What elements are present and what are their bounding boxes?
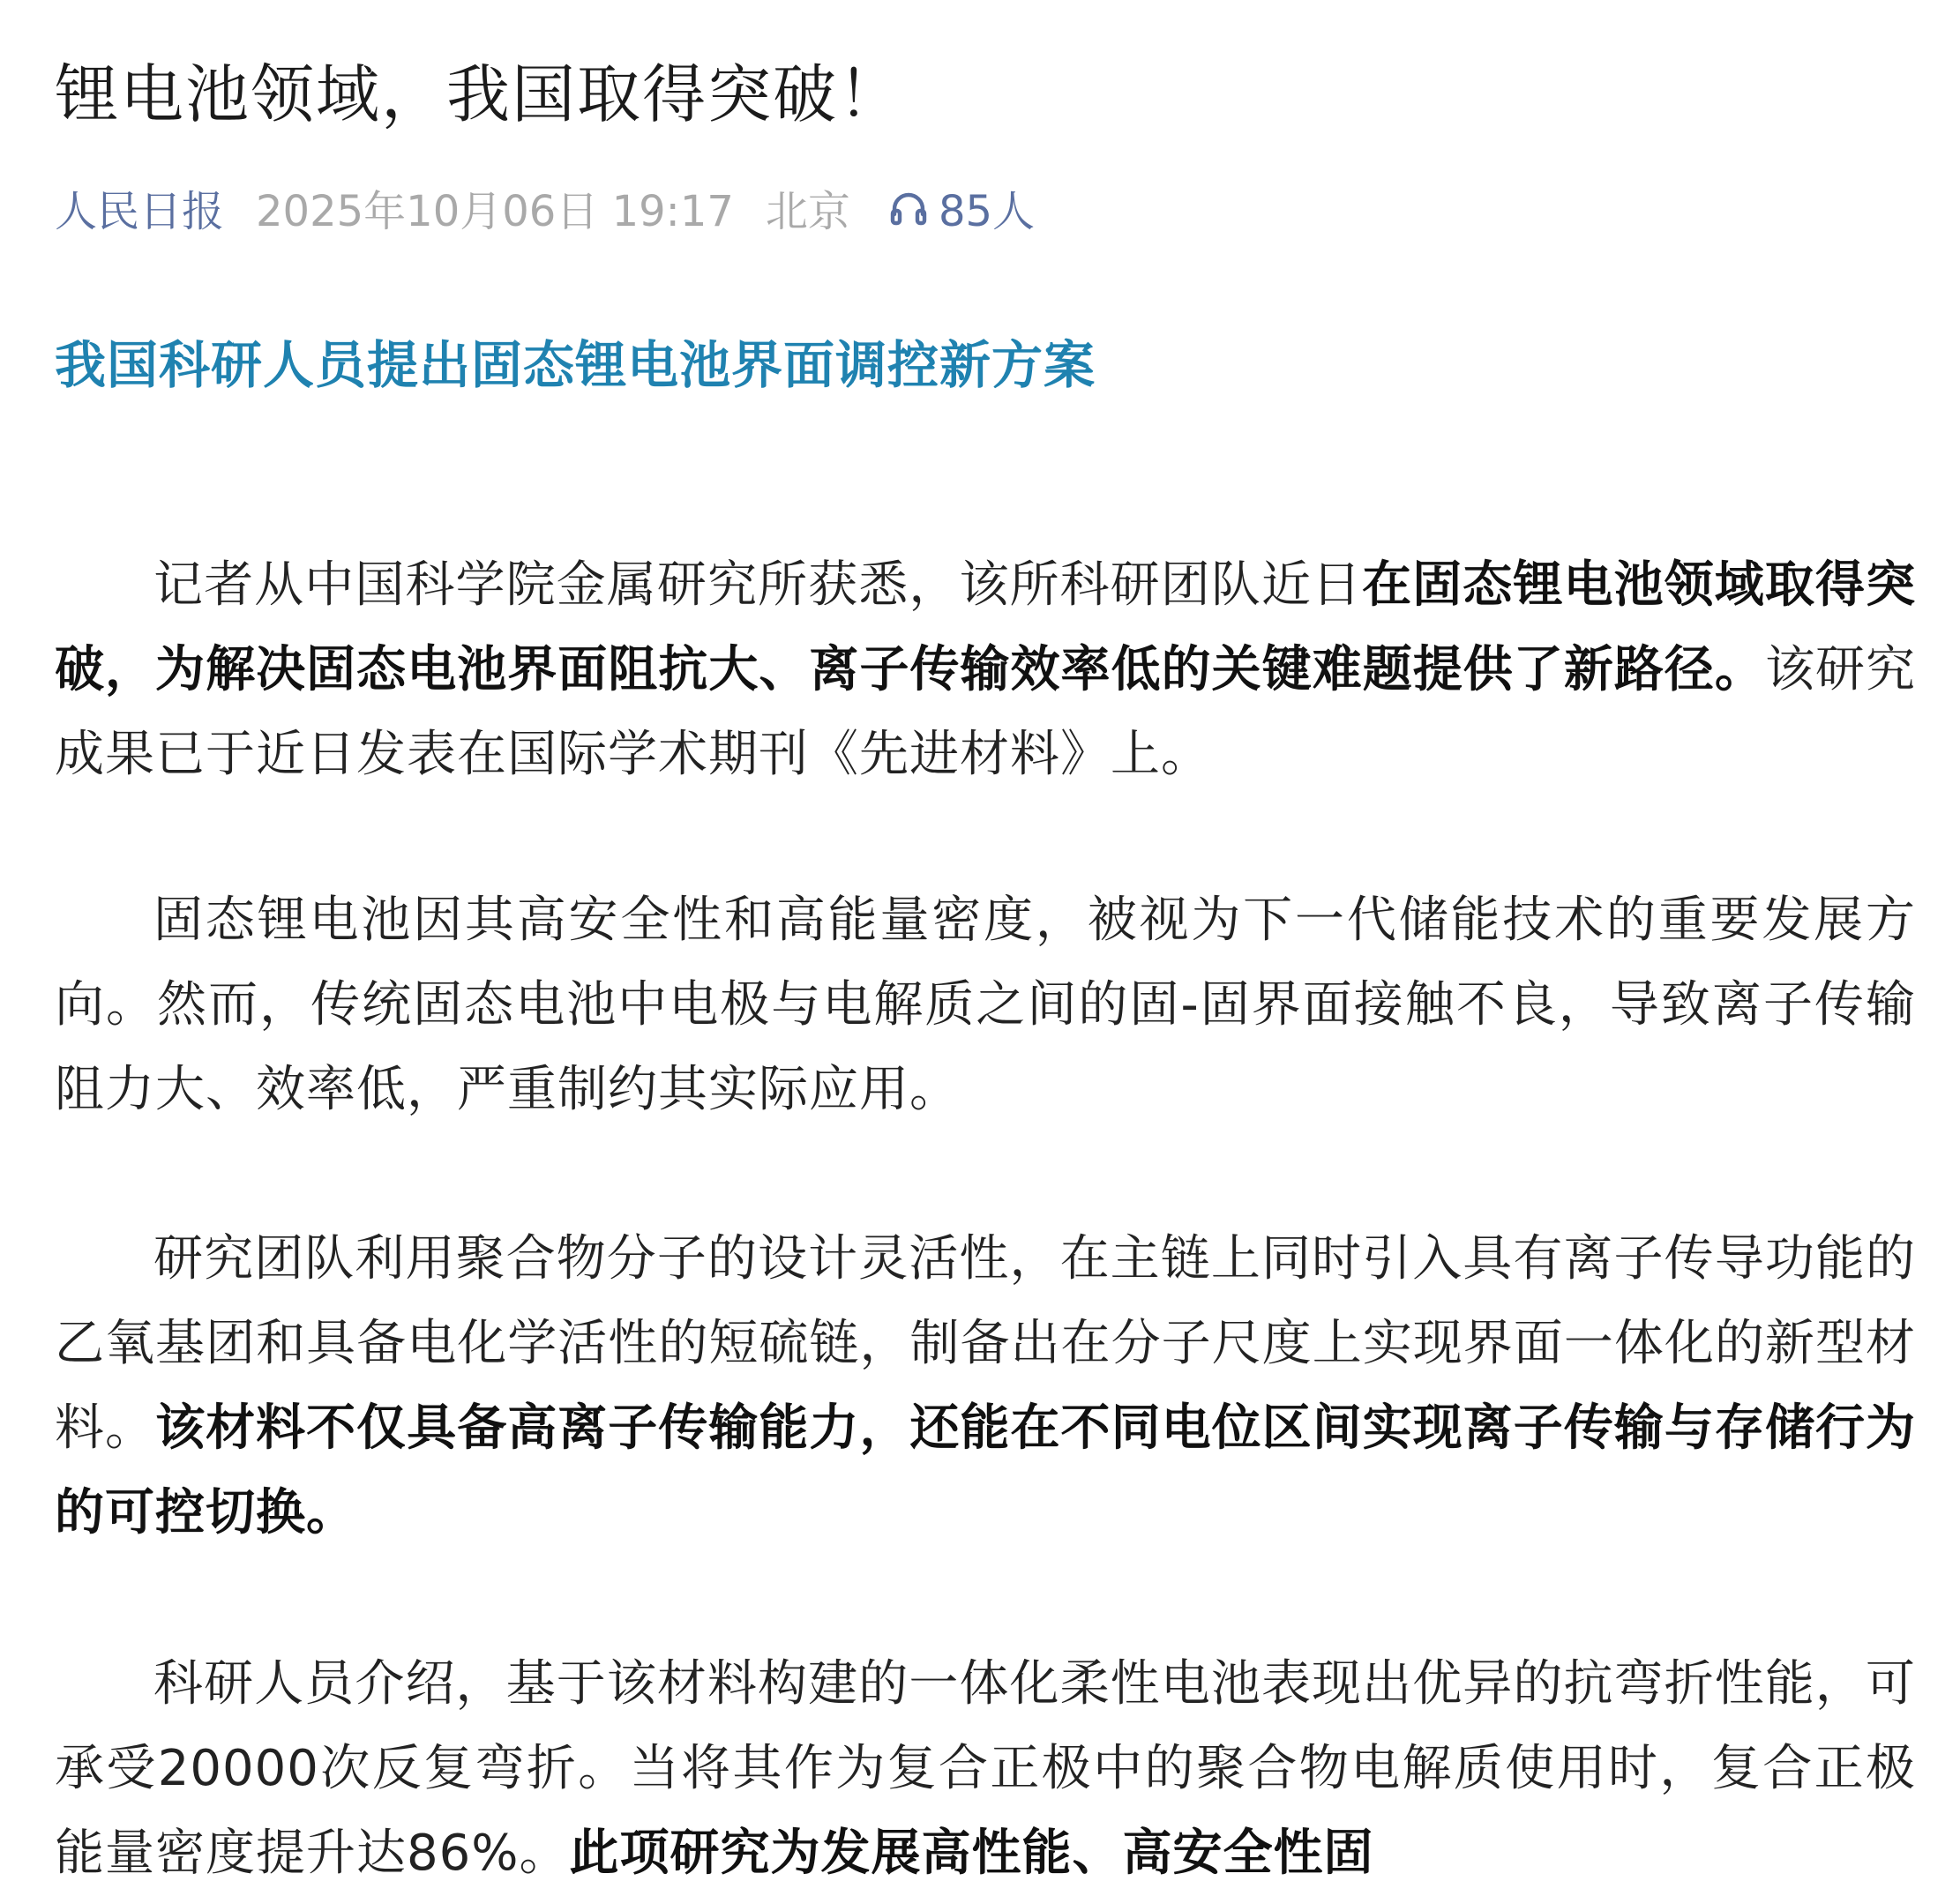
body-paragraph bbox=[55, 543, 1916, 797]
article-title: 锂电池领域，我国取得突破！ bbox=[55, 57, 904, 131]
paragraph-highlight: 此项研究为发展高性能、高安全性固 bbox=[569, 1825, 1374, 1882]
publish-date: 2025年10月06日 19:17 bbox=[256, 186, 734, 236]
paragraph-highlight: 该材料不仅具备高离子传输能力，还能在不同电位区间实现离子传输与存储行为的可控切换。 bbox=[55, 1400, 1917, 1541]
source-link[interactable]: 人民日报 bbox=[55, 186, 225, 236]
listen-button[interactable] bbox=[887, 177, 1035, 238]
location: 北京 bbox=[765, 186, 850, 236]
article-subheading: 我国科研人员提出固态锂电池界面调控新方案 bbox=[55, 335, 1096, 395]
article-meta bbox=[55, 176, 1035, 238]
headphones-icon bbox=[887, 186, 930, 228]
paragraph-highlight: 在固态锂电池领域取得突破，为解决固态电池界面阻抗大、离子传输效率低的关键难题提供了新路径。 bbox=[55, 556, 1917, 698]
paragraph-text: 该研究成果已于近日发表在国际学术期刊《先进材料》上。 bbox=[55, 641, 1917, 783]
body-paragraph bbox=[55, 1642, 1916, 1896]
paragraph-text: 固态锂电池因其高安全性和高能量密度，被视为下一代储能技术的重要发展方向。然而，传统固态电池中电极与电解质之间的固-固界面接触不良，导致离子传输阻力大、效率低，严重制约其实际应用。 bbox=[55, 892, 1916, 1118]
listen-count: 85人 bbox=[938, 186, 1036, 236]
body-paragraph bbox=[55, 878, 1916, 1132]
body-paragraph bbox=[55, 1217, 1916, 1556]
paragraph-text: 记者从中国科学院金属研究所获悉，该所科研团队近日 bbox=[153, 556, 1363, 614]
paragraph-text: 科研人员介绍，基于该材料构建的一体化柔性电池表现出优异的抗弯折性能，可承受20000次反复弯折。当将其作为复合正极中的聚合物电解质使用时，复合正极能量密度提升达86%。 bbox=[55, 1655, 1916, 1882]
paragraph-text: 研究团队利用聚合物分子的设计灵活性，在主链上同时引入具有离子传导功能的乙氧基团和具备电化学活性的短硫链，制备出在分子尺度上实现界面一体化的新型材料。 bbox=[55, 1230, 1916, 1457]
